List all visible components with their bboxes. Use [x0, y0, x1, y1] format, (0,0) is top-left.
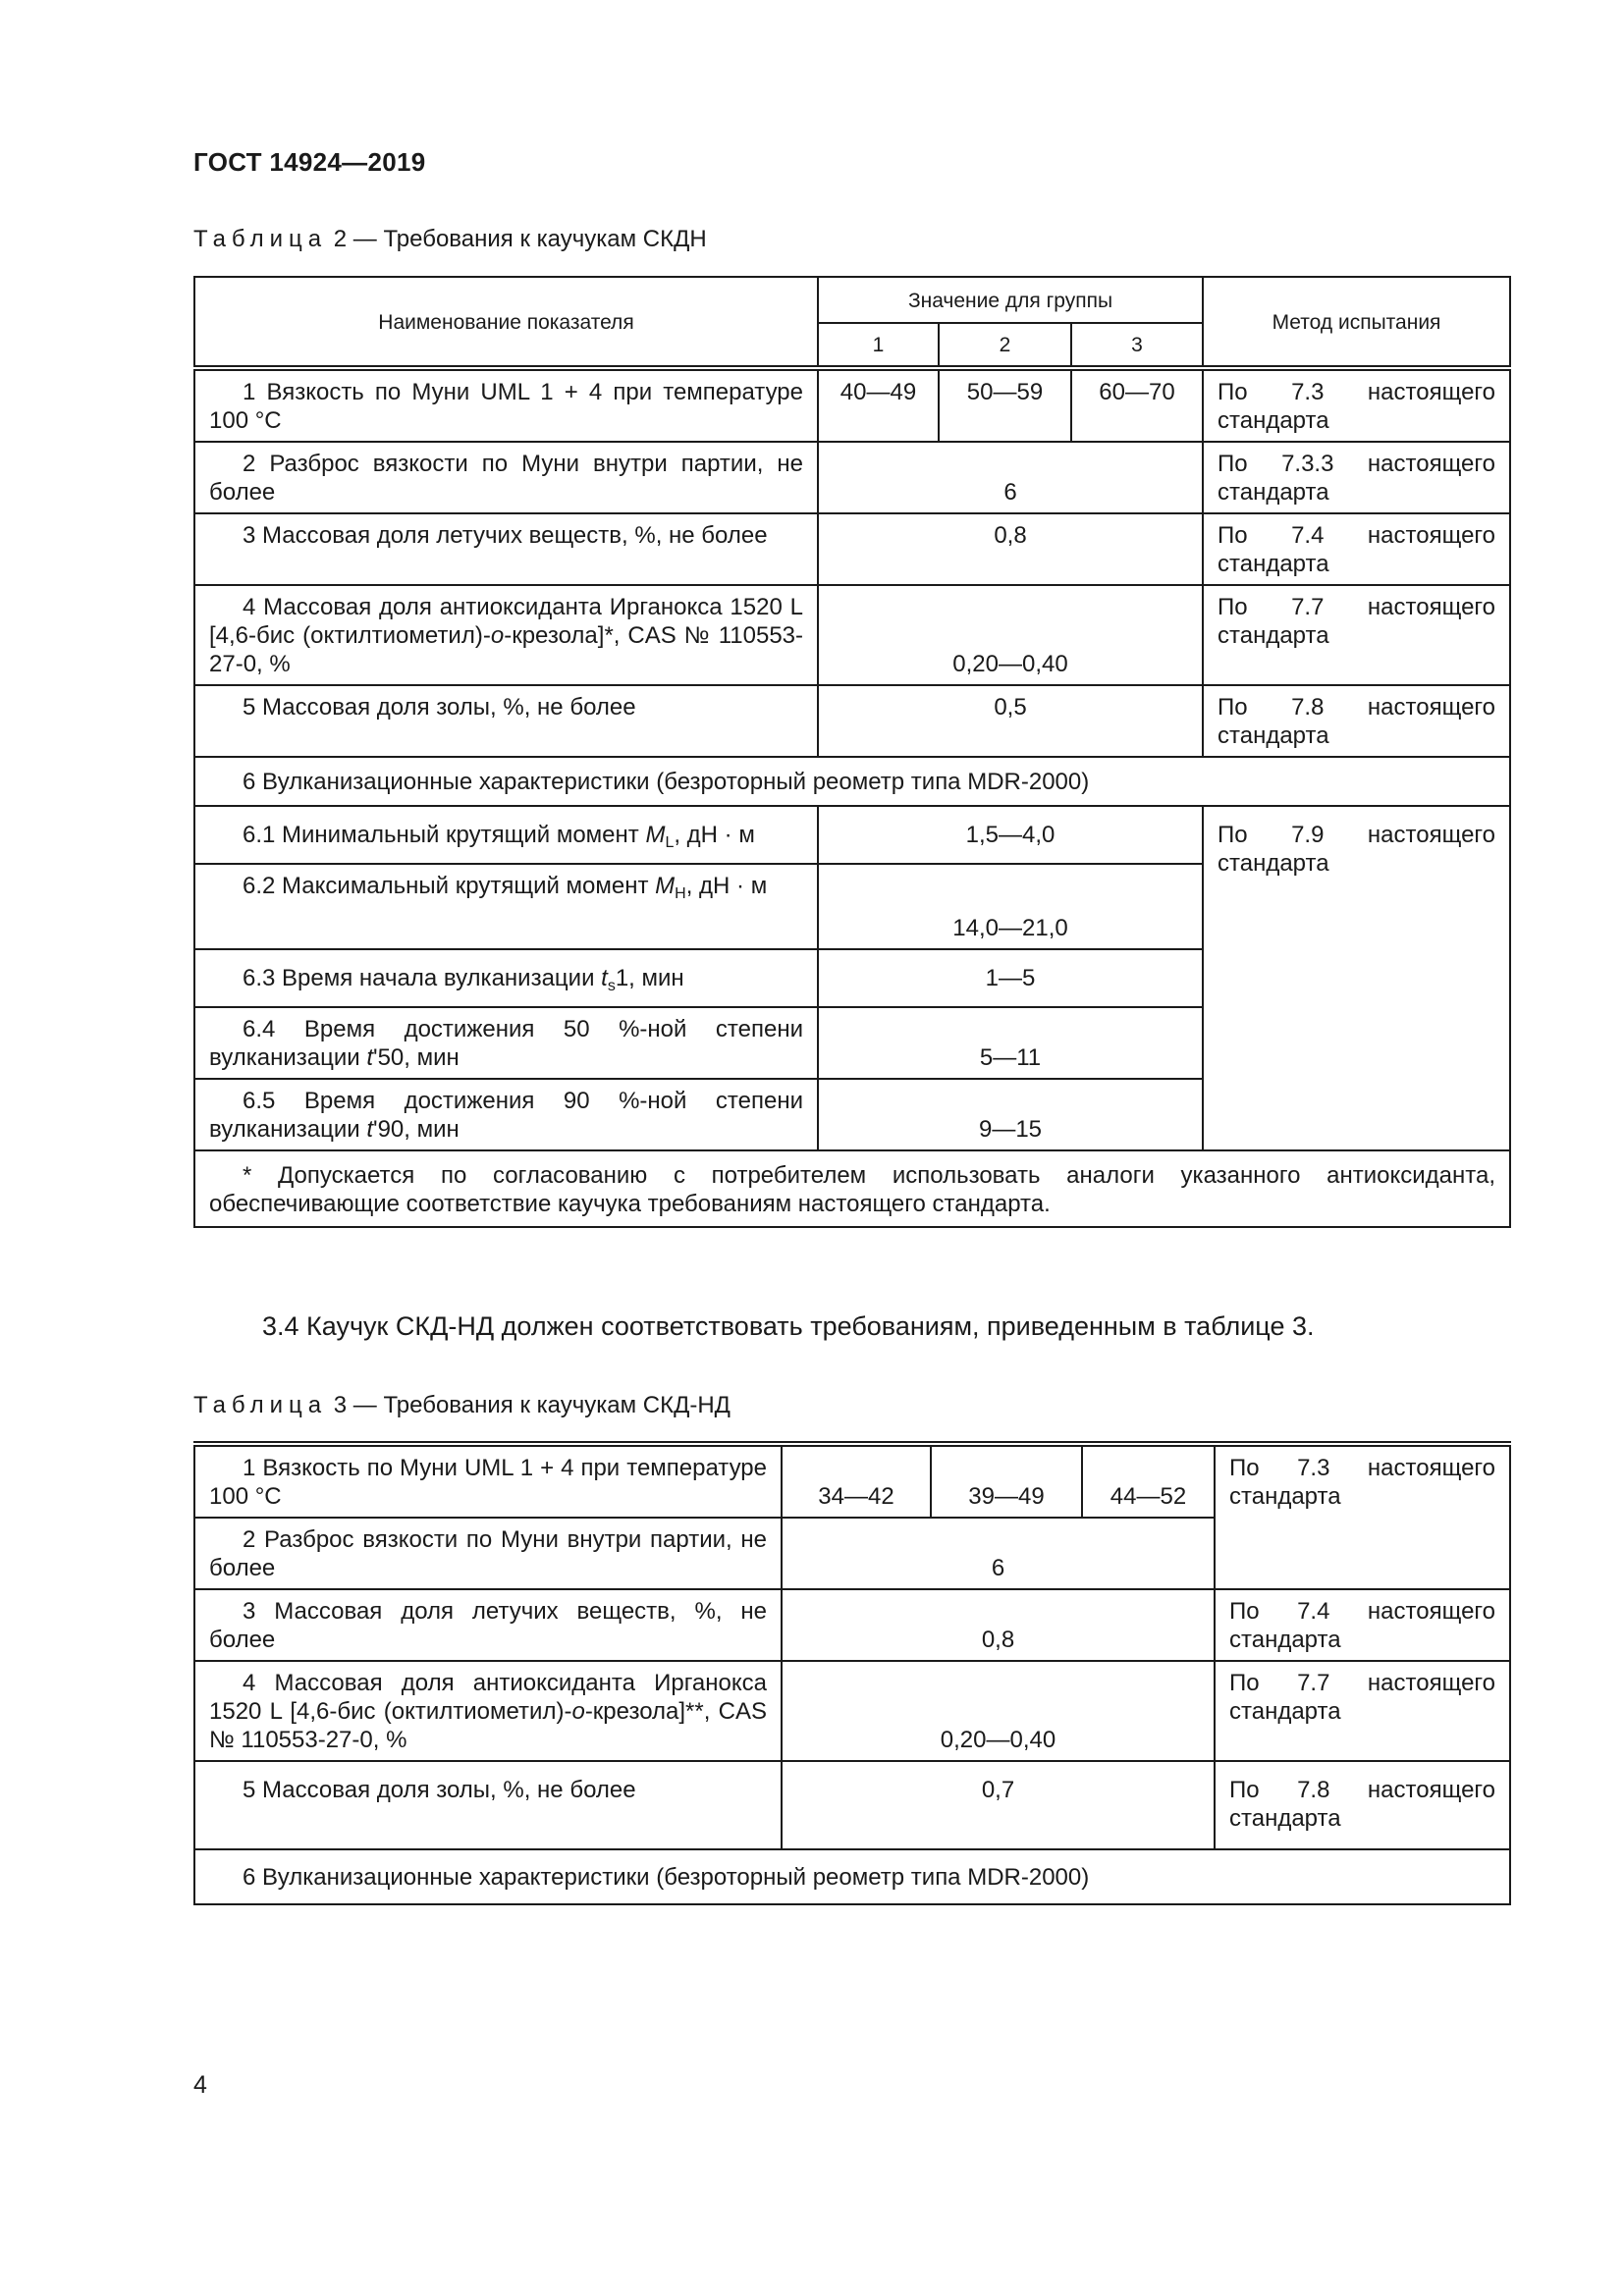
- table-row: [194, 1444, 1510, 1518]
- row-value-g2: 39—49: [931, 1444, 1082, 1518]
- header-method: Метод испытания: [1203, 277, 1510, 368]
- table2-footnote: * Допускается по согласованию с потребителем использовать аналоги указанного антиоксиданта, обеспечивающие соответствие каучука требованиям настоящего стандарта.: [194, 1150, 1510, 1227]
- row-name: 3 Массовая доля летучих веществ, %, не более: [194, 513, 818, 585]
- row-value-g1: 34—42: [782, 1444, 931, 1518]
- row-method: По 7.9 настоящего стандарта: [1203, 806, 1510, 1150]
- row-method: По 7.3 настоящего стандарта: [1203, 368, 1510, 442]
- table3-caption: [193, 1392, 731, 1419]
- row-value: 0,8: [818, 513, 1203, 585]
- document-header: ГОСТ 14924—2019: [193, 147, 426, 177]
- row-name: 2 Разброс вязкости по Муни внутри партии, не более: [194, 1518, 782, 1589]
- row-method: По 7.8 настоящего стандарта: [1215, 1761, 1510, 1849]
- row-value: 0,8: [782, 1589, 1215, 1661]
- table3-caption-word: Таблица: [193, 1392, 328, 1418]
- table-row: [194, 806, 1510, 864]
- row-method: По 7.7 настоящего стандарта: [1215, 1661, 1510, 1761]
- header-group-3: 3: [1071, 323, 1203, 368]
- header-group: Значение для группы: [818, 277, 1203, 323]
- row-name: 4 Массовая доля антиоксиданта Ирганокса 1520 L [4,6-бис (октилтиометил)-о-крезола]**, CAS № 110553-27-0, %: [194, 1661, 782, 1761]
- row-name: 1 Вязкость по Муни UML 1 + 4 при температуре 100 °С: [194, 368, 818, 442]
- table-row: [194, 757, 1510, 806]
- row-method: По 7.3.3 настоящего стандарта: [1203, 442, 1510, 513]
- table2-caption: [193, 226, 707, 253]
- row-name: 3 Массовая доля летучих веществ, %, не более: [194, 1589, 782, 1661]
- table2: [193, 276, 1511, 1228]
- row-name: 6 Вулканизационные характеристики (безроторный реометр типа MDR-2000): [194, 1849, 1510, 1904]
- row-name: 6.1 Минимальный крутящий момент $M_L$, дН · м: [194, 806, 818, 864]
- row-method: По 7.4 настоящего стандарта: [1215, 1589, 1510, 1661]
- table3: [193, 1441, 1511, 1905]
- table-row: [194, 1589, 1510, 1661]
- row-value: 5—11: [818, 1007, 1203, 1079]
- row-name: 1 Вязкость по Муни UML 1 + 4 при температуре 100 °С: [194, 1444, 782, 1518]
- header-group-2: 2: [939, 323, 1071, 368]
- table-row: [194, 1849, 1510, 1904]
- row-name: 6.3 Время начала вулканизации $t_s1$, мин: [194, 949, 818, 1007]
- row-name: 6.4 Время достижения 50 %-ной степени вулканизации t'50, мин: [194, 1007, 818, 1079]
- row-value-g3: 44—52: [1082, 1444, 1215, 1518]
- row-method: По 7.7 настоящего стандарта: [1203, 585, 1510, 685]
- table-row: [194, 1761, 1510, 1849]
- row-value: 6: [818, 442, 1203, 513]
- table-row: [194, 368, 1510, 442]
- row-value: 0,20—0,40: [818, 585, 1203, 685]
- row-method: По 7.3 настоящего стандарта: [1215, 1444, 1510, 1589]
- row-method: По 7.8 настоящего стандарта: [1203, 685, 1510, 757]
- page-number: 4: [193, 2071, 207, 2099]
- table-footnote-row: [194, 1150, 1510, 1227]
- row-value: 14,0—21,0: [818, 864, 1203, 949]
- table-row: [194, 513, 1510, 585]
- table3-caption-text: 3 — Требования к каучукам СКД-НД: [333, 1392, 731, 1418]
- table-row: [194, 685, 1510, 757]
- row-value: 0,5: [818, 685, 1203, 757]
- row-value-g1: 40—49: [818, 368, 939, 442]
- header-name: Наименование показателя: [194, 277, 818, 368]
- row-name: 6.5 Время достижения 90 %-ной степени вулканизации t'90, мин: [194, 1079, 818, 1150]
- paragraph-3-4: 3.4 Каучук СКД-НД должен соответствовать требованиям, приведенным в таблице 3.: [262, 1311, 1315, 1341]
- row-value: 0,20—0,40: [782, 1661, 1215, 1761]
- table2-caption-text: 2 — Требования к каучукам СКДН: [333, 226, 707, 252]
- row-name: 5 Массовая доля золы, %, не более: [194, 1761, 782, 1849]
- row-value-g2: 50—59: [939, 368, 1071, 442]
- row-value: 9—15: [818, 1079, 1203, 1150]
- row-value-g3: 60—70: [1071, 368, 1203, 442]
- row-name: 4 Массовая доля антиоксиданта Ирганокса 1520 L [4,6-бис (октилтиометил)-о-крезола]*, CAS № 110553-27-0, %: [194, 585, 818, 685]
- row-method: По 7.4 настоящего стандарта: [1203, 513, 1510, 585]
- row-value: 6: [782, 1518, 1215, 1589]
- row-name: 2 Разброс вязкости по Муни внутри партии, не более: [194, 442, 818, 513]
- row-value: 0,7: [782, 1761, 1215, 1849]
- row-name: 6.2 Максимальный крутящий момент $M_H$, дН · м: [194, 864, 818, 949]
- row-name: 6 Вулканизационные характеристики (безроторный реометр типа MDR-2000): [194, 757, 1510, 806]
- row-name: 5 Массовая доля золы, %, не более: [194, 685, 818, 757]
- table-row: [194, 442, 1510, 513]
- table2-caption-word: Таблица: [193, 226, 328, 252]
- header-group-1: 1: [818, 323, 939, 368]
- table-row: [194, 1661, 1510, 1761]
- row-value: 1—5: [818, 949, 1203, 1007]
- row-value: 1,5—4,0: [818, 806, 1203, 864]
- table-row: [194, 585, 1510, 685]
